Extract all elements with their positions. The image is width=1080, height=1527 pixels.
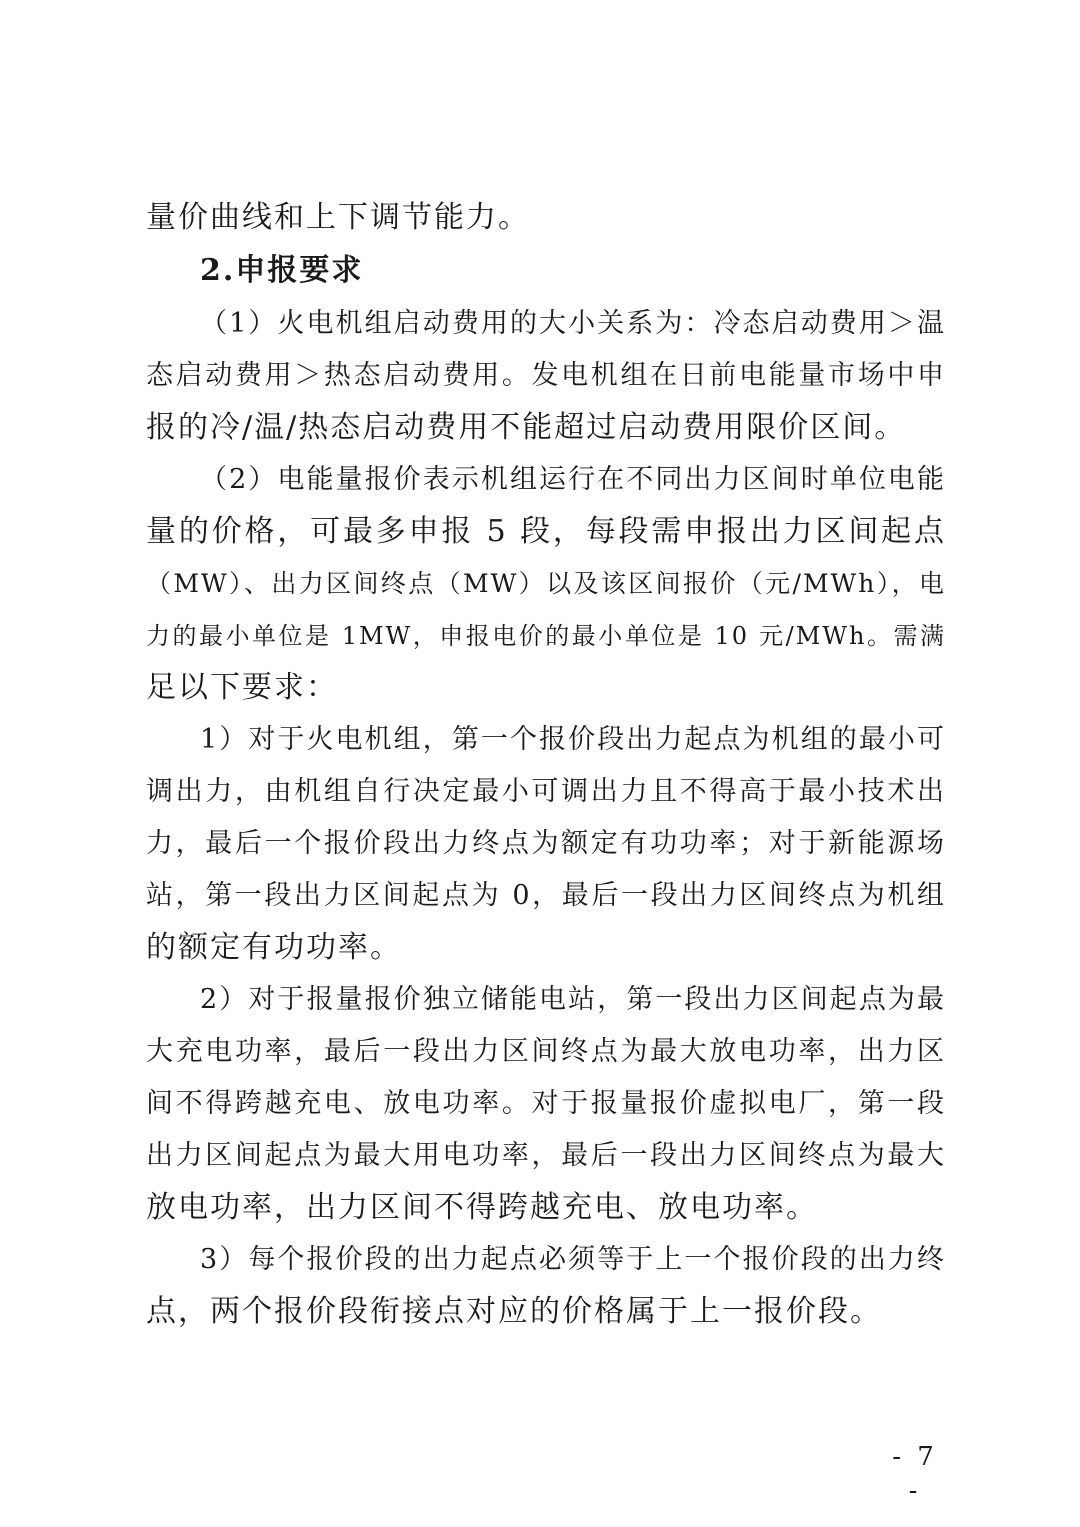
item-1-line: 站，第一段出力区间起点为 0，最后一段出力区间终点为机组	[146, 880, 946, 911]
paragraph-2-line: 力的最小单位是 1MW，申报电价的最小单位是 10 元/MWh。需满	[146, 622, 946, 650]
item-1-line: 1）对于火电机组，第一个报价段出力起点为机组的最小可	[200, 724, 946, 755]
item-2-line: 2）对于报量报价独立储能电站，第一段出力区间起点为最	[200, 984, 946, 1015]
section-heading: 2.申报要求	[200, 253, 364, 288]
item-1-line: 力，最后一个报价段出力终点为额定有功功率；对于新能源场	[146, 828, 946, 859]
item-3-line: 点，两个报价段衔接点对应的价格属于上一报价段。	[146, 1294, 882, 1329]
paragraph-2-line: 足以下要求：	[146, 670, 338, 705]
item-3-line: 3）每个报价段的出力起点必须等于上一个报价段的出力终	[200, 1244, 946, 1275]
paragraph-2-line: 量的价格，可最多申报 5 段，每段需申报出力区间起点	[146, 514, 946, 549]
paragraph-1-line: （1）火电机组启动费用的大小关系为：冷态启动费用＞温	[200, 308, 946, 339]
item-2-line: 出力区间起点为最大用电功率，最后一段出力区间终点为最大	[146, 1140, 946, 1171]
paragraph-1-line: 报的冷/温/热态启动费用不能超过启动费用限价区间。	[146, 410, 907, 445]
item-2-line: 大充电功率，最后一段出力区间终点为最大放电功率，出力区	[146, 1036, 946, 1067]
item-2-line: 放电功率，出力区间不得跨越充电、放电功率。	[146, 1190, 818, 1225]
paragraph-2-line: （MW）、出力区间终点（MW）以及该区间报价（元/MWh），电	[146, 569, 946, 598]
item-1-line: 调出力，由机组自行决定最小可调出力且不得高于最小技术出	[146, 776, 946, 807]
text-line: 量价曲线和上下调节能力。	[146, 200, 530, 235]
item-1-line: 的额定有功功率。	[146, 930, 402, 965]
item-2-line: 间不得跨越充电、放电功率。对于报量报价虚拟电厂，第一段	[146, 1088, 946, 1119]
paragraph-2-line: （2）电能量报价表示机组运行在不同出力区间时单位电能	[200, 464, 946, 495]
page-number: - 7 -	[892, 1442, 938, 1506]
paragraph-1-line: 态启动费用＞热态启动费用。发电机组在日前电能量市场中申	[146, 360, 946, 391]
